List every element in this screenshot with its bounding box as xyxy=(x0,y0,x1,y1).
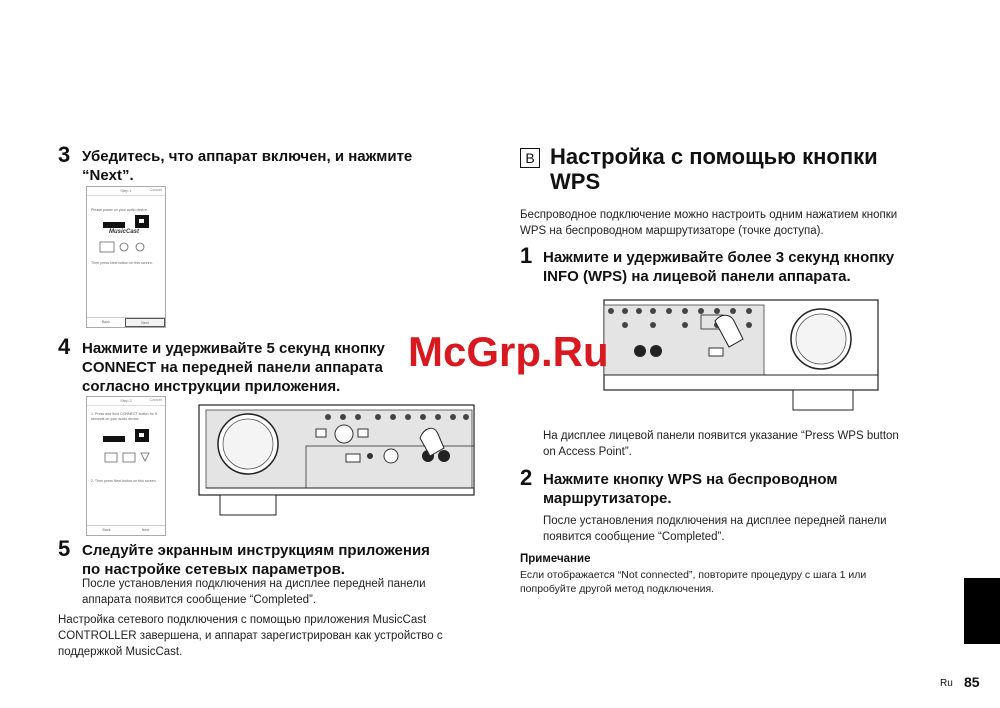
app-cancel-link: Cancel xyxy=(149,397,162,402)
wps-step-1-number: 1 xyxy=(520,243,533,268)
device-icons-row xyxy=(99,239,151,259)
app-next-button: Next xyxy=(125,318,165,327)
chapter-tab xyxy=(964,578,1000,644)
app-instruction-2: Then press Next button on this screen. xyxy=(91,261,153,265)
wps-step-2-body: После установления подключения на дисплее передней панели появится сообщение “Completed”. xyxy=(543,515,887,543)
wps-step-2-heading: Нажмите кнопку WPS на беспроводном маршрутизаторе. xyxy=(543,471,838,507)
app-cancel-link: Cancel xyxy=(149,187,162,192)
app-instruction-2: 2. Then press Next button on this screen. xyxy=(91,479,157,483)
app-back-button: Back xyxy=(102,320,110,324)
note-body: Если отображается “Not connected”, повторите процедуру с шага 1 или попробуйте другой метод подключения. xyxy=(520,569,867,595)
musiccast-logo: MusicCast xyxy=(109,229,140,235)
wps-step-1-heading: Нажмите и удерживайте более 3 секунд кнопку INFO (WPS) на лицевой панели аппарата. xyxy=(543,249,895,285)
watermark: McGrp.Ru xyxy=(408,328,609,375)
step-3-heading: Убедитесь, что аппарат включен, и нажмите “Next”. xyxy=(82,148,413,184)
step-5-heading: Следуйте экранным инструкциям приложения по настройке сетевых параметров. xyxy=(82,542,430,578)
app-screen-title: Step 1 xyxy=(87,187,165,196)
language-label: Ru xyxy=(940,678,953,689)
step-4-heading: Нажмите и удерживайте 5 секунд кнопку CONNECT на передней панели аппарата согласно инструкции приложения. xyxy=(82,340,385,395)
receiver-front-panel-info-wps-illustration xyxy=(603,299,881,413)
step-5-body: После установления подключения на дисплее передней панели аппарата появится сообщение “Completed”. xyxy=(82,578,426,606)
section-letter-box: B xyxy=(520,148,540,168)
wps-step-2-number: 2 xyxy=(520,465,533,490)
step-3-number: 3 xyxy=(58,142,71,167)
app-screen-title: Step 2 xyxy=(87,397,165,406)
app-next-button: Next xyxy=(141,528,150,532)
conclusion-paragraph: Настройка сетевого подключения с помощью приложения MusicCast CONTROLLER завершена, и аппарат зарегистрирован как устройство с поддержкой MusicCast. xyxy=(58,614,443,658)
note-title: Примечание xyxy=(520,553,591,565)
step-5-number: 5 xyxy=(58,536,71,561)
app-back-button: Back xyxy=(102,528,111,532)
app-instruction-1: 1. Press and hold CONNECT button for 5 seconds on your audio device. xyxy=(91,412,157,421)
app-screen-step-2 xyxy=(86,396,166,536)
section-title: Настройка с помощью кнопки WPS xyxy=(550,144,878,194)
section-intro: Беспроводное подключение можно настроить одним нажатием кнопки WPS на беспроводном маршрутизаторе (точке доступа). xyxy=(520,209,898,237)
audio-device-icon xyxy=(103,427,153,467)
receiver-front-panel-connect-illustration xyxy=(198,404,476,522)
app-screen-step-1 xyxy=(86,186,166,328)
step-4-number: 4 xyxy=(58,334,71,359)
page-number: 85 xyxy=(964,674,980,690)
wps-step-1-body: На дисплее лицевой панели появится указание “Press WPS button on Access Point”. xyxy=(543,430,899,458)
app-instruction-1: Please power on your audio device. xyxy=(91,208,148,212)
